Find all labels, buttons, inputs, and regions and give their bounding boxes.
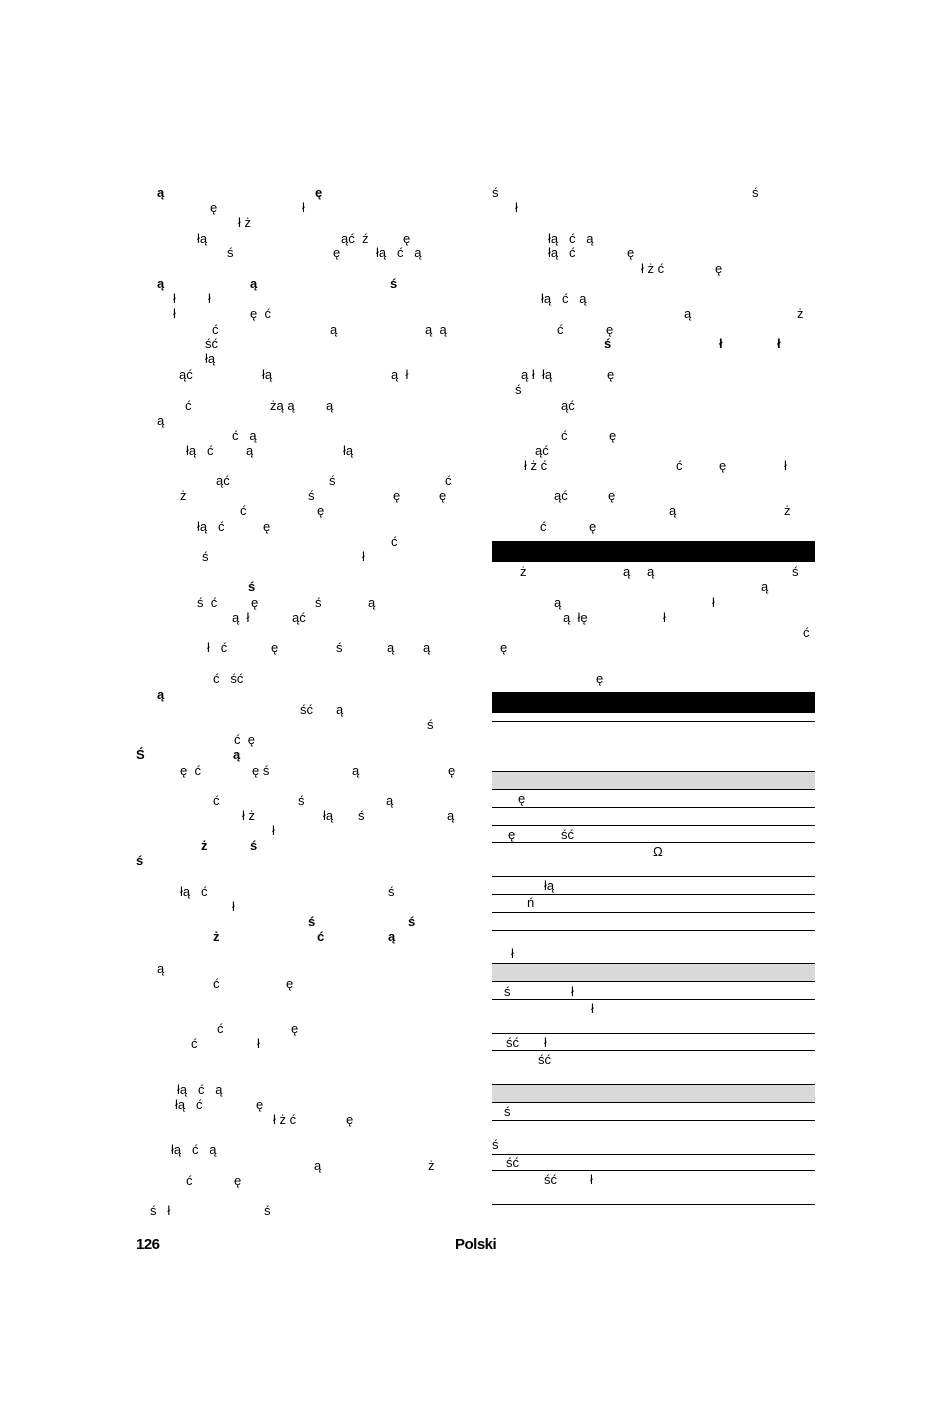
- left-column-text-fragment: ę: [439, 488, 447, 503]
- left-column-text-fragment: łą: [343, 443, 354, 458]
- left-column-text-fragment: ą ą: [425, 322, 447, 337]
- left-column-text-fragment: ś: [427, 717, 434, 732]
- right-column-text-fragment: ż: [520, 564, 527, 579]
- right-column-text-fragment: ść: [561, 827, 574, 842]
- left-column-text-fragment: ś: [358, 808, 365, 823]
- left-column-text-fragment: ą: [157, 276, 165, 291]
- left-column-text-fragment: ł: [232, 899, 235, 914]
- right-column-text-fragment: ę: [719, 458, 727, 473]
- right-column-text-fragment: ś: [504, 984, 511, 999]
- right-column-text-fragment: ę: [500, 640, 508, 655]
- right-column-text-fragment: ę: [589, 519, 597, 534]
- left-column-text-fragment: ą: [246, 443, 254, 458]
- table-rule: [492, 1204, 815, 1205]
- left-column-text-fragment: ąć: [179, 367, 193, 382]
- right-column-text-fragment: ć: [676, 458, 683, 473]
- right-column-text-fragment: ą: [761, 579, 769, 594]
- left-column-text-fragment: ę: [271, 640, 279, 655]
- left-column-text-fragment: ą: [368, 595, 376, 610]
- table-rule: [492, 999, 815, 1000]
- right-column-text-fragment: ę: [607, 367, 615, 382]
- right-column-text-fragment: ść: [538, 1052, 551, 1067]
- left-column-text-fragment: ż: [428, 1158, 435, 1173]
- left-column-text-fragment: ś: [136, 853, 144, 868]
- right-column-text-fragment: ł: [544, 1035, 547, 1050]
- right-column-text-fragment: ść: [506, 1155, 519, 1170]
- left-column-text-fragment: ą: [423, 640, 431, 655]
- right-column-text-fragment: ą: [669, 503, 677, 518]
- left-column-text-fragment: ę: [448, 763, 456, 778]
- right-column-text-fragment: ą: [647, 564, 655, 579]
- left-column-text-fragment: ż: [213, 929, 220, 944]
- left-column-text-fragment: ć: [185, 398, 192, 413]
- left-column-text-fragment: łą ć ą: [171, 1142, 217, 1157]
- left-column-text-fragment: ę ć: [250, 306, 271, 321]
- left-column-text-fragment: ś: [408, 914, 416, 929]
- table-rule: [492, 912, 815, 913]
- left-column-text-fragment: ł: [362, 549, 365, 564]
- left-column-text-fragment: ą: [447, 808, 455, 823]
- right-column-text-fragment: ąć: [561, 398, 575, 413]
- right-column-text-fragment: ł ż ć: [524, 458, 548, 473]
- right-column-text-fragment: ę: [508, 827, 516, 842]
- table-group-row: [492, 963, 815, 982]
- left-column-text-fragment: ć: [212, 322, 219, 337]
- left-column-text-fragment: ł: [272, 823, 275, 838]
- left-column-text-fragment: ż: [180, 488, 187, 503]
- left-column-text-fragment: ś: [336, 640, 343, 655]
- left-column-text-fragment: ą: [352, 763, 360, 778]
- left-column-text-fragment: ę: [210, 200, 218, 215]
- right-column-text-fragment: ć: [803, 625, 810, 640]
- right-column-text-fragment: ć: [561, 428, 568, 443]
- left-column-text-fragment: ć: [240, 503, 247, 518]
- right-column-text-fragment: ę: [627, 245, 635, 260]
- right-column-text-fragment: ł: [719, 336, 723, 351]
- left-column-text-fragment: ć: [217, 1021, 224, 1036]
- left-column-text-fragment: ą: [388, 929, 396, 944]
- left-column-text-fragment: łą ć: [186, 443, 214, 458]
- right-column-text-fragment: ś: [515, 382, 522, 397]
- left-column-text-fragment: ą: [326, 398, 334, 413]
- right-column-text-fragment: ąć: [535, 443, 549, 458]
- left-column-text-fragment: ś: [202, 549, 209, 564]
- left-column-text-fragment: ą: [233, 747, 241, 762]
- table-rule: [492, 876, 815, 877]
- right-column-text-fragment: ł: [591, 1001, 594, 1016]
- right-column-text-fragment: ą: [623, 564, 631, 579]
- right-column-text-fragment: ą: [554, 595, 562, 610]
- footer-language: Polski: [455, 1236, 497, 1253]
- left-column-text-fragment: ą: [336, 702, 344, 717]
- right-column-text-fragment: Ω: [653, 844, 663, 859]
- right-column-text-fragment: łą: [544, 878, 555, 893]
- left-column-text-fragment: ą: [386, 793, 394, 808]
- left-column-text-fragment: ę: [263, 519, 271, 534]
- left-column-text-fragment: ł ć: [207, 640, 228, 655]
- right-column-text-fragment: ł: [777, 336, 781, 351]
- left-column-text-fragment: ś ł: [150, 1203, 171, 1218]
- right-column-text-fragment: ż: [797, 306, 804, 321]
- left-column-text-fragment: ą: [330, 322, 338, 337]
- left-column-text-fragment: ść: [300, 702, 313, 717]
- right-column-text-fragment: ę: [608, 488, 616, 503]
- left-column-text-fragment: ę: [393, 488, 401, 503]
- left-column-text-fragment: ą: [250, 276, 258, 291]
- left-column-text-fragment: ś: [388, 884, 395, 899]
- left-column-text-fragment: ś: [264, 1203, 271, 1218]
- left-column-text-fragment: ś: [329, 473, 336, 488]
- right-column-text-fragment: ąć: [554, 488, 568, 503]
- left-column-text-fragment: ą: [157, 185, 165, 200]
- right-column-text-fragment: ą ł łą: [521, 367, 553, 382]
- right-column-text-fragment: ł: [590, 1172, 593, 1187]
- left-column-text-fragment: ł: [173, 291, 176, 306]
- left-column-text-fragment: ć: [186, 1173, 193, 1188]
- right-column-text-fragment: ą łę: [563, 610, 588, 625]
- right-column-text-fragment: ś: [792, 564, 799, 579]
- left-column-text-fragment: ę: [291, 1021, 299, 1036]
- left-column-text-fragment: Ś: [136, 747, 145, 762]
- right-column-text-fragment: ść: [544, 1172, 557, 1187]
- left-column-text-fragment: ą: [157, 413, 165, 428]
- left-column-text-fragment: ć: [391, 534, 398, 549]
- left-column-text-fragment: ę ś: [252, 763, 270, 778]
- table-rule: [492, 1120, 815, 1121]
- left-column-text-fragment: żą ą: [270, 398, 295, 413]
- right-column-text-fragment: ś: [752, 185, 759, 200]
- right-column-text-fragment: ł: [511, 946, 514, 961]
- table-rule: [492, 1154, 815, 1155]
- right-column-text-fragment: ł: [784, 458, 787, 473]
- right-column-text-fragment: ą: [684, 306, 692, 321]
- right-column-text-fragment: łą ć ą: [541, 291, 587, 306]
- left-column-text-fragment: łą ć: [180, 884, 208, 899]
- left-column-text-fragment: ś: [250, 838, 258, 853]
- table-rule: [492, 807, 815, 808]
- right-column-text-fragment: łą ć ą: [548, 231, 594, 246]
- right-column-text-fragment: ć: [540, 519, 547, 534]
- left-column-text-fragment: ę: [403, 231, 411, 246]
- right-column-text-fragment: ę: [606, 322, 614, 337]
- table-group-row: [492, 771, 815, 790]
- table-rule: [492, 825, 815, 826]
- right-column-text-fragment: ł: [515, 200, 518, 215]
- table-rule: [492, 842, 815, 843]
- left-column-text-fragment: ś: [308, 488, 315, 503]
- left-column-text-fragment: ć: [445, 473, 452, 488]
- table-group-row: [492, 1084, 815, 1103]
- left-column-text-fragment: ą: [157, 687, 165, 702]
- left-column-text-fragment: ś: [248, 579, 256, 594]
- right-column-text-fragment: ł ż ć: [641, 261, 665, 276]
- left-column-text-fragment: ąć ź: [341, 231, 369, 246]
- left-column-text-fragment: ę: [251, 595, 259, 610]
- right-column-text-fragment: ś: [604, 336, 612, 351]
- table-rule: [492, 1033, 815, 1034]
- left-column-text-fragment: ę: [286, 976, 294, 991]
- left-column-text-fragment: ś ć: [197, 595, 218, 610]
- left-column-text-fragment: łą ć ą: [177, 1082, 223, 1097]
- right-column-text-fragment: ę: [518, 791, 526, 806]
- right-column-text-fragment: ś: [504, 1104, 511, 1119]
- table-rule: [492, 721, 815, 722]
- right-column-text-fragment: ń: [527, 895, 535, 910]
- left-column-text-fragment: ę: [317, 503, 325, 518]
- left-column-text-fragment: ś: [315, 595, 322, 610]
- left-column-text-fragment: ł: [257, 1036, 260, 1051]
- right-column-text-fragment: ś: [492, 185, 499, 200]
- left-column-text-fragment: ą ł: [232, 610, 250, 625]
- left-column-text-fragment: ć ą: [232, 428, 257, 443]
- left-column-text-fragment: łą: [262, 367, 273, 382]
- left-column-text-fragment: ą: [387, 640, 395, 655]
- section-heading-bar-1: [492, 541, 815, 562]
- table-rule: [492, 1170, 815, 1171]
- left-column-text-fragment: ą: [157, 961, 165, 976]
- left-column-text-fragment: ć ę: [234, 732, 255, 747]
- left-column-text-fragment: ś: [227, 245, 234, 260]
- right-column-text-fragment: ł: [663, 610, 666, 625]
- left-column-text-fragment: ę: [256, 1097, 264, 1112]
- left-column-text-fragment: łą: [197, 231, 208, 246]
- left-column-text-fragment: łą ć: [197, 519, 225, 534]
- left-column-text-fragment: ąć: [292, 610, 306, 625]
- right-column-text-fragment: ć: [557, 322, 564, 337]
- left-column-text-fragment: łą ć ą: [376, 245, 422, 260]
- left-column-text-fragment: ł: [173, 306, 176, 321]
- left-column-text-fragment: łą: [205, 351, 216, 366]
- left-column-text-fragment: ć: [191, 1036, 198, 1051]
- right-column-text-fragment: ę: [596, 671, 604, 686]
- left-column-text-fragment: ę: [234, 1173, 242, 1188]
- left-column-text-fragment: ś: [390, 276, 398, 291]
- left-column-text-fragment: ł ż ć: [273, 1112, 297, 1127]
- left-column-text-fragment: ć: [213, 976, 220, 991]
- table-heading-bar: [492, 692, 815, 713]
- right-column-text-fragment: ść: [506, 1035, 519, 1050]
- table-rule: [492, 1050, 815, 1051]
- right-column-text-fragment: ś: [492, 1137, 499, 1152]
- left-column-text-fragment: ć: [317, 929, 325, 944]
- right-column-text-fragment: ł: [712, 595, 715, 610]
- left-column-text-fragment: ą ł: [391, 367, 409, 382]
- left-column-text-fragment: łą ć: [175, 1097, 203, 1112]
- page-number: 126: [136, 1236, 160, 1253]
- table-rule: [492, 930, 815, 931]
- right-column-text-fragment: ę: [715, 261, 723, 276]
- left-column-text-fragment: ę: [346, 1112, 354, 1127]
- left-column-text-fragment: ę ć: [180, 763, 201, 778]
- left-column-text-fragment: łą: [323, 808, 334, 823]
- left-column-text-fragment: ć: [213, 793, 220, 808]
- left-column-text-fragment: ę: [333, 245, 341, 260]
- left-column-text-fragment: ż: [201, 838, 208, 853]
- right-column-text-fragment: ę: [609, 428, 617, 443]
- left-column-text-fragment: ł ż: [242, 808, 255, 823]
- left-column-text-fragment: ść: [205, 336, 218, 351]
- right-column-text-fragment: łą ć: [548, 245, 576, 260]
- left-column-text-fragment: ą: [314, 1158, 322, 1173]
- left-column-text-fragment: ś: [298, 793, 305, 808]
- left-column-text-fragment: ć ść: [213, 671, 244, 686]
- left-column-text-fragment: ł ż: [238, 215, 251, 230]
- left-column-text-fragment: ś: [308, 914, 316, 929]
- left-column-text-fragment: ł: [302, 200, 305, 215]
- right-column-text-fragment: ł: [571, 984, 574, 999]
- table-rule: [492, 894, 815, 895]
- left-column-text-fragment: ąć: [216, 473, 230, 488]
- right-column-text-fragment: ż: [784, 503, 791, 518]
- left-column-text-fragment: ę: [315, 185, 323, 200]
- left-column-text-fragment: ł: [208, 291, 211, 306]
